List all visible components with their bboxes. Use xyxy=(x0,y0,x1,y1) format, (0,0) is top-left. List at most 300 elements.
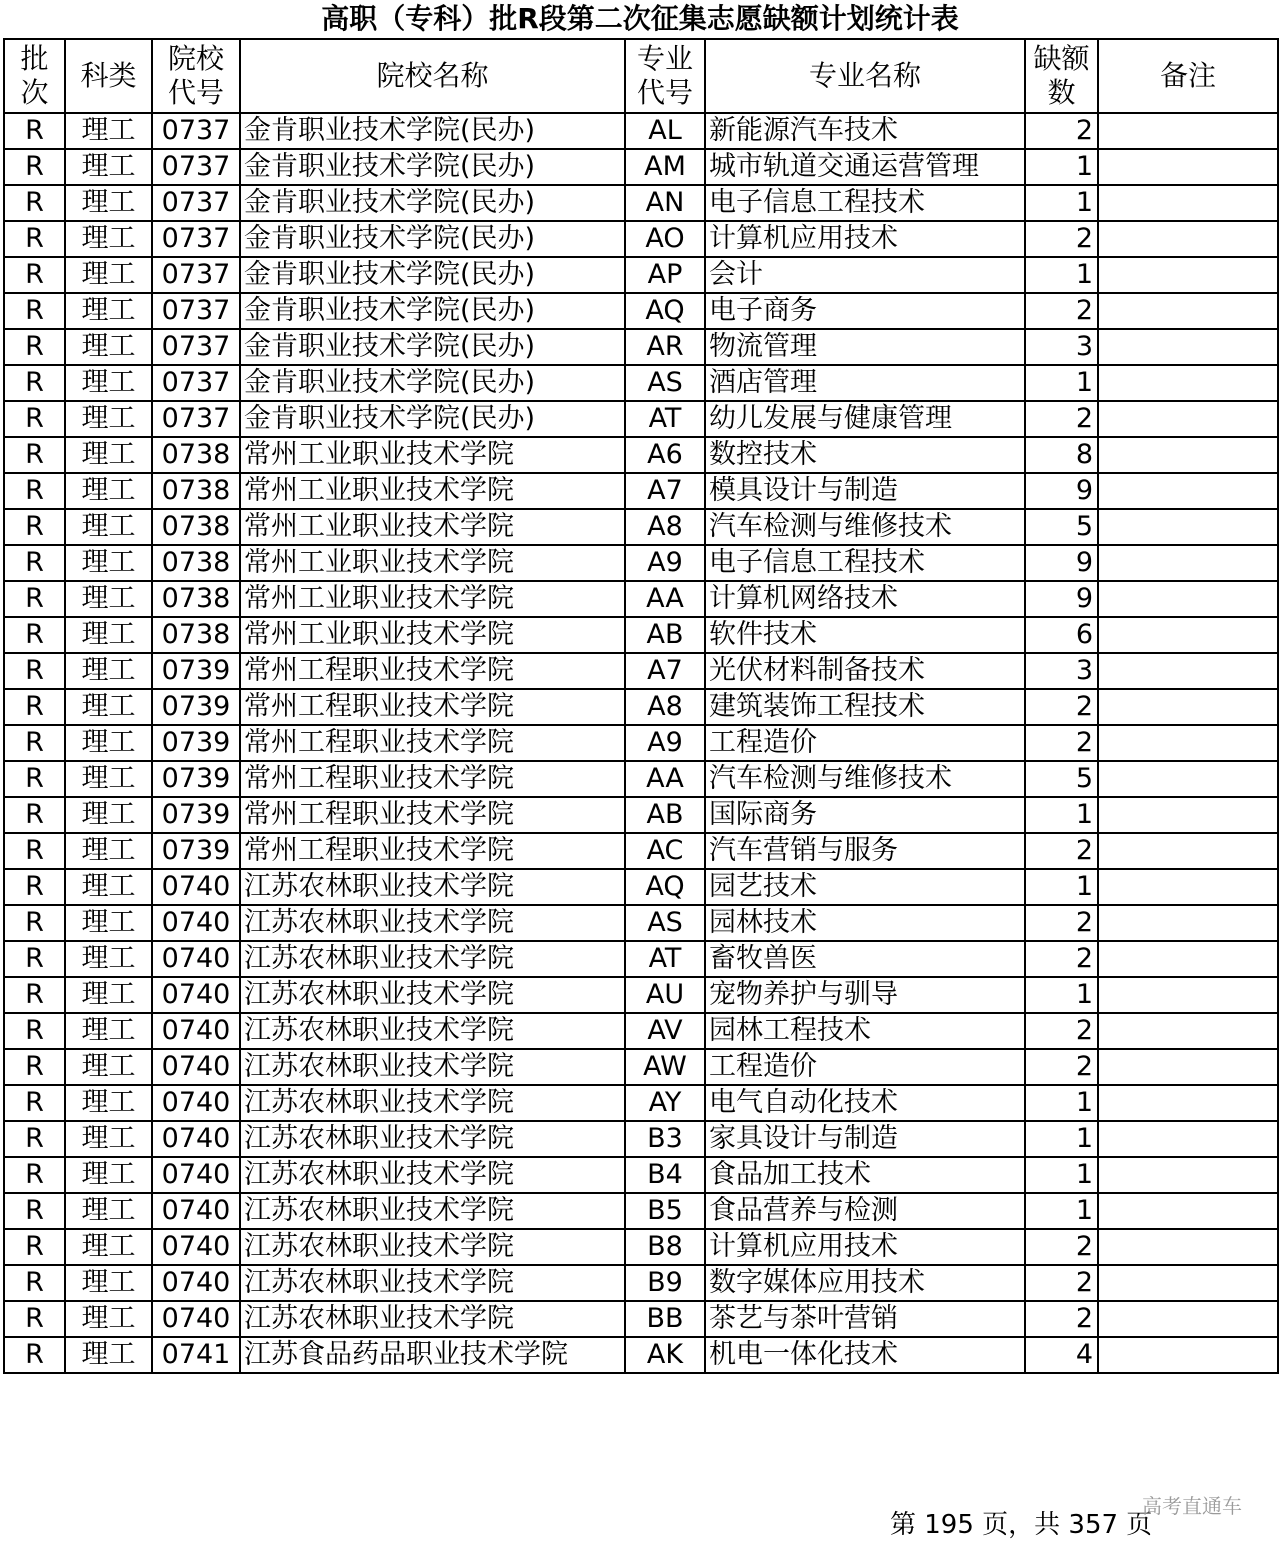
cell-remark xyxy=(1098,833,1278,869)
cell-school-code: 0737 xyxy=(152,185,240,221)
cell-school-code: 0738 xyxy=(152,473,240,509)
cell-major-name: 工程造价 xyxy=(705,725,1025,761)
cell-category: 理工 xyxy=(65,1049,152,1085)
table-row xyxy=(4,437,1278,473)
header-major-code: 专业代号 xyxy=(625,39,705,113)
cell-school-code: 0739 xyxy=(152,797,240,833)
cell-major-name: 光伏材料制备技术 xyxy=(705,653,1025,689)
cell-major-code: B9 xyxy=(625,1265,705,1301)
cell-major-code: AA xyxy=(625,581,705,617)
cell-remark xyxy=(1098,545,1278,581)
cell-major-code: AT xyxy=(625,941,705,977)
cell-batch: R xyxy=(4,689,65,725)
cell-remark xyxy=(1098,1085,1278,1121)
cell-school-code: 0738 xyxy=(152,581,240,617)
cell-batch: R xyxy=(4,1157,65,1193)
cell-major-name: 计算机网络技术 xyxy=(705,581,1025,617)
table-row xyxy=(4,1229,1278,1265)
cell-remark xyxy=(1098,113,1278,149)
table-row xyxy=(4,329,1278,365)
cell-remark xyxy=(1098,689,1278,725)
cell-major-code: A7 xyxy=(625,473,705,509)
cell-major-name: 会计 xyxy=(705,257,1025,293)
cell-remark xyxy=(1098,761,1278,797)
cell-major-code: AQ xyxy=(625,293,705,329)
cell-category: 理工 xyxy=(65,941,152,977)
cell-major-name: 物流管理 xyxy=(705,329,1025,365)
cell-school-code: 0739 xyxy=(152,833,240,869)
cell-school-name: 江苏农林职业技术学院 xyxy=(240,1265,625,1301)
cell-school-name: 常州工程职业技术学院 xyxy=(240,725,625,761)
table-row xyxy=(4,725,1278,761)
cell-school-name: 常州工业职业技术学院 xyxy=(240,509,625,545)
header-remark: 备注 xyxy=(1098,39,1278,113)
cell-category: 理工 xyxy=(65,977,152,1013)
cell-major-name: 电子信息工程技术 xyxy=(705,185,1025,221)
cell-school-code: 0737 xyxy=(152,365,240,401)
cell-school-name: 金肯职业技术学院(民办) xyxy=(240,149,625,185)
cell-major-name: 食品营养与检测 xyxy=(705,1193,1025,1229)
cell-batch: R xyxy=(4,617,65,653)
table-body xyxy=(4,113,1278,1373)
cell-batch: R xyxy=(4,725,65,761)
cell-category: 理工 xyxy=(65,689,152,725)
cell-school-name: 江苏农林职业技术学院 xyxy=(240,977,625,1013)
table-row xyxy=(4,401,1278,437)
table-row xyxy=(4,905,1278,941)
cell-remark xyxy=(1098,1265,1278,1301)
header-school-code: 院校代号 xyxy=(152,39,240,113)
cell-school-name: 常州工业职业技术学院 xyxy=(240,437,625,473)
table-row xyxy=(4,1301,1278,1337)
cell-major-name: 国际商务 xyxy=(705,797,1025,833)
cell-school-name: 常州工程职业技术学院 xyxy=(240,797,625,833)
cell-vacancy: 2 xyxy=(1025,941,1098,977)
cell-remark xyxy=(1098,617,1278,653)
table-row xyxy=(4,293,1278,329)
table-row xyxy=(4,833,1278,869)
cell-batch: R xyxy=(4,1121,65,1157)
cell-major-name: 模具设计与制造 xyxy=(705,473,1025,509)
cell-batch: R xyxy=(4,365,65,401)
cell-school-code: 0740 xyxy=(152,977,240,1013)
cell-school-name: 金肯职业技术学院(民办) xyxy=(240,401,625,437)
cell-category: 理工 xyxy=(65,1265,152,1301)
cell-school-code: 0739 xyxy=(152,761,240,797)
cell-remark xyxy=(1098,977,1278,1013)
cell-category: 理工 xyxy=(65,257,152,293)
cell-remark xyxy=(1098,1157,1278,1193)
cell-batch: R xyxy=(4,1229,65,1265)
cell-category: 理工 xyxy=(65,1301,152,1337)
cell-major-code: AT xyxy=(625,401,705,437)
cell-batch: R xyxy=(4,1265,65,1301)
cell-batch: R xyxy=(4,1301,65,1337)
cell-vacancy: 1 xyxy=(1025,185,1098,221)
cell-remark xyxy=(1098,329,1278,365)
cell-remark xyxy=(1098,401,1278,437)
cell-vacancy: 1 xyxy=(1025,797,1098,833)
cell-batch: R xyxy=(4,113,65,149)
cell-vacancy: 2 xyxy=(1025,113,1098,149)
cell-major-name: 园艺技术 xyxy=(705,869,1025,905)
cell-school-code: 0740 xyxy=(152,1013,240,1049)
cell-school-code: 0737 xyxy=(152,149,240,185)
cell-vacancy: 2 xyxy=(1025,833,1098,869)
cell-category: 理工 xyxy=(65,1085,152,1121)
cell-category: 理工 xyxy=(65,905,152,941)
cell-school-name: 江苏农林职业技术学院 xyxy=(240,1193,625,1229)
cell-major-name: 宠物养护与驯导 xyxy=(705,977,1025,1013)
cell-school-code: 0740 xyxy=(152,1229,240,1265)
table-row xyxy=(4,581,1278,617)
cell-school-name: 金肯职业技术学院(民办) xyxy=(240,185,625,221)
cell-vacancy: 8 xyxy=(1025,437,1098,473)
cell-remark xyxy=(1098,473,1278,509)
cell-batch: R xyxy=(4,581,65,617)
cell-major-code: AQ xyxy=(625,869,705,905)
cell-category: 理工 xyxy=(65,797,152,833)
cell-vacancy: 5 xyxy=(1025,509,1098,545)
cell-batch: R xyxy=(4,1013,65,1049)
cell-major-name: 软件技术 xyxy=(705,617,1025,653)
table-row xyxy=(4,689,1278,725)
cell-remark xyxy=(1098,581,1278,617)
cell-category: 理工 xyxy=(65,1157,152,1193)
cell-category: 理工 xyxy=(65,509,152,545)
cell-major-name: 数字媒体应用技术 xyxy=(705,1265,1025,1301)
cell-school-code: 0738 xyxy=(152,617,240,653)
cell-remark xyxy=(1098,1229,1278,1265)
cell-vacancy: 1 xyxy=(1025,1157,1098,1193)
page-number: 第 195 页，共 357 页 xyxy=(890,1510,1153,1540)
cell-batch: R xyxy=(4,653,65,689)
cell-vacancy: 6 xyxy=(1025,617,1098,653)
cell-major-name: 电气自动化技术 xyxy=(705,1085,1025,1121)
cell-major-name: 幼儿发展与健康管理 xyxy=(705,401,1025,437)
cell-major-code: AS xyxy=(625,905,705,941)
cell-batch: R xyxy=(4,257,65,293)
table-row xyxy=(4,653,1278,689)
cell-vacancy: 1 xyxy=(1025,149,1098,185)
cell-remark xyxy=(1098,905,1278,941)
cell-batch: R xyxy=(4,1337,65,1373)
cell-batch: R xyxy=(4,905,65,941)
cell-major-code: AS xyxy=(625,365,705,401)
table-row xyxy=(4,1049,1278,1085)
cell-major-name: 城市轨道交通运营管理 xyxy=(705,149,1025,185)
cell-category: 理工 xyxy=(65,1013,152,1049)
cell-major-name: 工程造价 xyxy=(705,1049,1025,1085)
cell-vacancy: 2 xyxy=(1025,689,1098,725)
cell-batch: R xyxy=(4,1193,65,1229)
cell-vacancy: 1 xyxy=(1025,257,1098,293)
cell-batch: R xyxy=(4,1049,65,1085)
cell-category: 理工 xyxy=(65,1193,152,1229)
cell-major-code: B3 xyxy=(625,1121,705,1157)
table-row xyxy=(4,185,1278,221)
cell-vacancy: 1 xyxy=(1025,1085,1098,1121)
header-category: 科类 xyxy=(65,39,152,113)
cell-vacancy: 2 xyxy=(1025,221,1098,257)
cell-category: 理工 xyxy=(65,833,152,869)
cell-major-name: 汽车检测与维修技术 xyxy=(705,509,1025,545)
cell-vacancy: 2 xyxy=(1025,1301,1098,1337)
header-vacancy: 缺额数 xyxy=(1025,39,1098,113)
cell-vacancy: 1 xyxy=(1025,977,1098,1013)
cell-school-name: 常州工业职业技术学院 xyxy=(240,617,625,653)
cell-major-code: B8 xyxy=(625,1229,705,1265)
cell-school-name: 金肯职业技术学院(民办) xyxy=(240,113,625,149)
header-major-name: 专业名称 xyxy=(705,39,1025,113)
cell-school-name: 江苏农林职业技术学院 xyxy=(240,941,625,977)
cell-major-code: AN xyxy=(625,185,705,221)
cell-school-name: 金肯职业技术学院(民办) xyxy=(240,293,625,329)
cell-vacancy: 1 xyxy=(1025,1193,1098,1229)
cell-batch: R xyxy=(4,545,65,581)
table-row xyxy=(4,365,1278,401)
cell-major-code: AP xyxy=(625,257,705,293)
table-row xyxy=(4,1193,1278,1229)
cell-major-code: A9 xyxy=(625,545,705,581)
cell-vacancy: 2 xyxy=(1025,1049,1098,1085)
cell-school-code: 0737 xyxy=(152,293,240,329)
cell-batch: R xyxy=(4,1085,65,1121)
table-row xyxy=(4,545,1278,581)
cell-major-code: A6 xyxy=(625,437,705,473)
cell-school-code: 0740 xyxy=(152,869,240,905)
cell-remark xyxy=(1098,1013,1278,1049)
table-row xyxy=(4,797,1278,833)
cell-category: 理工 xyxy=(65,221,152,257)
cell-major-name: 酒店管理 xyxy=(705,365,1025,401)
cell-category: 理工 xyxy=(65,149,152,185)
cell-school-name: 江苏食品药品职业技术学院 xyxy=(240,1337,625,1373)
cell-school-name: 金肯职业技术学院(民办) xyxy=(240,329,625,365)
cell-school-name: 江苏农林职业技术学院 xyxy=(240,1301,625,1337)
cell-school-name: 常州工程职业技术学院 xyxy=(240,689,625,725)
cell-major-name: 计算机应用技术 xyxy=(705,1229,1025,1265)
cell-major-name: 电子商务 xyxy=(705,293,1025,329)
cell-school-name: 江苏农林职业技术学院 xyxy=(240,1013,625,1049)
cell-major-name: 园林技术 xyxy=(705,905,1025,941)
cell-school-name: 金肯职业技术学院(民办) xyxy=(240,257,625,293)
cell-remark xyxy=(1098,869,1278,905)
cell-major-name: 汽车营销与服务 xyxy=(705,833,1025,869)
cell-category: 理工 xyxy=(65,293,152,329)
cell-category: 理工 xyxy=(65,725,152,761)
cell-vacancy: 2 xyxy=(1025,401,1098,437)
cell-major-code: AO xyxy=(625,221,705,257)
cell-major-code: AY xyxy=(625,1085,705,1121)
cell-vacancy: 3 xyxy=(1025,653,1098,689)
cell-school-code: 0739 xyxy=(152,689,240,725)
cell-school-code: 0740 xyxy=(152,1049,240,1085)
cell-major-code: A8 xyxy=(625,689,705,725)
cell-school-code: 0740 xyxy=(152,1193,240,1229)
page-title: 高职（专科）批R段第二次征集志愿缺额计划统计表 xyxy=(321,2,959,35)
cell-school-code: 0740 xyxy=(152,905,240,941)
table-row xyxy=(4,761,1278,797)
cell-school-code: 0739 xyxy=(152,653,240,689)
cell-category: 理工 xyxy=(65,545,152,581)
cell-major-name: 园林工程技术 xyxy=(705,1013,1025,1049)
table-row xyxy=(4,1085,1278,1121)
cell-school-code: 0737 xyxy=(152,221,240,257)
cell-school-code: 0740 xyxy=(152,941,240,977)
cell-major-name: 新能源汽车技术 xyxy=(705,113,1025,149)
table-row xyxy=(4,473,1278,509)
watermark: 高考直通车 xyxy=(1142,1494,1242,1518)
cell-category: 理工 xyxy=(65,437,152,473)
cell-school-name: 常州工程职业技术学院 xyxy=(240,833,625,869)
cell-remark xyxy=(1098,1121,1278,1157)
cell-category: 理工 xyxy=(65,869,152,905)
cell-category: 理工 xyxy=(65,473,152,509)
cell-batch: R xyxy=(4,221,65,257)
table-row xyxy=(4,977,1278,1013)
cell-remark xyxy=(1098,293,1278,329)
cell-batch: R xyxy=(4,941,65,977)
cell-vacancy: 1 xyxy=(1025,1121,1098,1157)
cell-vacancy: 2 xyxy=(1025,1013,1098,1049)
cell-school-code: 0741 xyxy=(152,1337,240,1373)
cell-vacancy: 2 xyxy=(1025,293,1098,329)
cell-school-code: 0740 xyxy=(152,1121,240,1157)
vacancy-table xyxy=(3,38,1279,1374)
cell-remark xyxy=(1098,437,1278,473)
header-batch: 批次 xyxy=(4,39,65,113)
cell-remark xyxy=(1098,1193,1278,1229)
table-row xyxy=(4,1265,1278,1301)
cell-school-name: 常州工业职业技术学院 xyxy=(240,545,625,581)
cell-batch: R xyxy=(4,401,65,437)
cell-remark xyxy=(1098,149,1278,185)
cell-vacancy: 1 xyxy=(1025,869,1098,905)
header-school-name: 院校名称 xyxy=(240,39,625,113)
cell-school-code: 0737 xyxy=(152,401,240,437)
cell-school-code: 0740 xyxy=(152,1265,240,1301)
table-row xyxy=(4,257,1278,293)
table-row xyxy=(4,509,1278,545)
cell-major-code: AU xyxy=(625,977,705,1013)
cell-batch: R xyxy=(4,437,65,473)
cell-vacancy: 2 xyxy=(1025,905,1098,941)
cell-major-name: 机电一体化技术 xyxy=(705,1337,1025,1373)
table-row xyxy=(4,1013,1278,1049)
cell-school-name: 江苏农林职业技术学院 xyxy=(240,905,625,941)
cell-batch: R xyxy=(4,149,65,185)
cell-school-name: 常州工业职业技术学院 xyxy=(240,581,625,617)
cell-school-name: 江苏农林职业技术学院 xyxy=(240,1157,625,1193)
cell-school-name: 常州工程职业技术学院 xyxy=(240,653,625,689)
cell-major-name: 食品加工技术 xyxy=(705,1157,1025,1193)
cell-school-code: 0740 xyxy=(152,1085,240,1121)
cell-school-name: 江苏农林职业技术学院 xyxy=(240,1049,625,1085)
cell-vacancy: 9 xyxy=(1025,545,1098,581)
table-row xyxy=(4,1337,1278,1373)
cell-batch: R xyxy=(4,869,65,905)
cell-category: 理工 xyxy=(65,581,152,617)
cell-remark xyxy=(1098,1337,1278,1373)
cell-major-name: 电子信息工程技术 xyxy=(705,545,1025,581)
cell-school-code: 0738 xyxy=(152,509,240,545)
cell-major-code: AW xyxy=(625,1049,705,1085)
cell-vacancy: 2 xyxy=(1025,1265,1098,1301)
cell-category: 理工 xyxy=(65,1337,152,1373)
cell-vacancy: 1 xyxy=(1025,365,1098,401)
cell-category: 理工 xyxy=(65,1229,152,1265)
cell-major-name: 家具设计与制造 xyxy=(705,1121,1025,1157)
cell-category: 理工 xyxy=(65,365,152,401)
cell-major-code: AB xyxy=(625,797,705,833)
cell-major-code: AR xyxy=(625,329,705,365)
table-row xyxy=(4,1157,1278,1193)
cell-major-code: B4 xyxy=(625,1157,705,1193)
cell-category: 理工 xyxy=(65,185,152,221)
cell-vacancy: 9 xyxy=(1025,581,1098,617)
cell-major-code: AK xyxy=(625,1337,705,1373)
cell-category: 理工 xyxy=(65,1121,152,1157)
cell-vacancy: 2 xyxy=(1025,1229,1098,1265)
cell-category: 理工 xyxy=(65,761,152,797)
cell-school-name: 常州工业职业技术学院 xyxy=(240,473,625,509)
table-row xyxy=(4,1121,1278,1157)
cell-batch: R xyxy=(4,833,65,869)
cell-major-code: AV xyxy=(625,1013,705,1049)
cell-vacancy: 4 xyxy=(1025,1337,1098,1373)
cell-school-name: 金肯职业技术学院(民办) xyxy=(240,365,625,401)
cell-remark xyxy=(1098,185,1278,221)
cell-major-code: AL xyxy=(625,113,705,149)
cell-vacancy: 5 xyxy=(1025,761,1098,797)
table-row xyxy=(4,221,1278,257)
cell-batch: R xyxy=(4,977,65,1013)
cell-vacancy: 9 xyxy=(1025,473,1098,509)
cell-major-code: AB xyxy=(625,617,705,653)
table-row xyxy=(4,113,1278,149)
cell-school-name: 常州工程职业技术学院 xyxy=(240,761,625,797)
cell-school-name: 金肯职业技术学院(民办) xyxy=(240,221,625,257)
cell-vacancy: 3 xyxy=(1025,329,1098,365)
cell-major-code: A7 xyxy=(625,653,705,689)
cell-remark xyxy=(1098,1049,1278,1085)
cell-major-code: A9 xyxy=(625,725,705,761)
cell-major-name: 数控技术 xyxy=(705,437,1025,473)
cell-batch: R xyxy=(4,185,65,221)
cell-major-code: AA xyxy=(625,761,705,797)
cell-major-code: BB xyxy=(625,1301,705,1337)
cell-category: 理工 xyxy=(65,113,152,149)
cell-school-name: 江苏农林职业技术学院 xyxy=(240,869,625,905)
cell-batch: R xyxy=(4,293,65,329)
cell-category: 理工 xyxy=(65,617,152,653)
cell-batch: R xyxy=(4,797,65,833)
cell-remark xyxy=(1098,365,1278,401)
cell-school-name: 江苏农林职业技术学院 xyxy=(240,1085,625,1121)
cell-remark xyxy=(1098,509,1278,545)
cell-major-code: AM xyxy=(625,149,705,185)
cell-category: 理工 xyxy=(65,401,152,437)
cell-remark xyxy=(1098,725,1278,761)
cell-major-name: 畜牧兽医 xyxy=(705,941,1025,977)
cell-batch: R xyxy=(4,329,65,365)
table-row xyxy=(4,941,1278,977)
cell-batch: R xyxy=(4,761,65,797)
cell-school-code: 0740 xyxy=(152,1301,240,1337)
cell-school-code: 0737 xyxy=(152,329,240,365)
cell-school-code: 0738 xyxy=(152,545,240,581)
